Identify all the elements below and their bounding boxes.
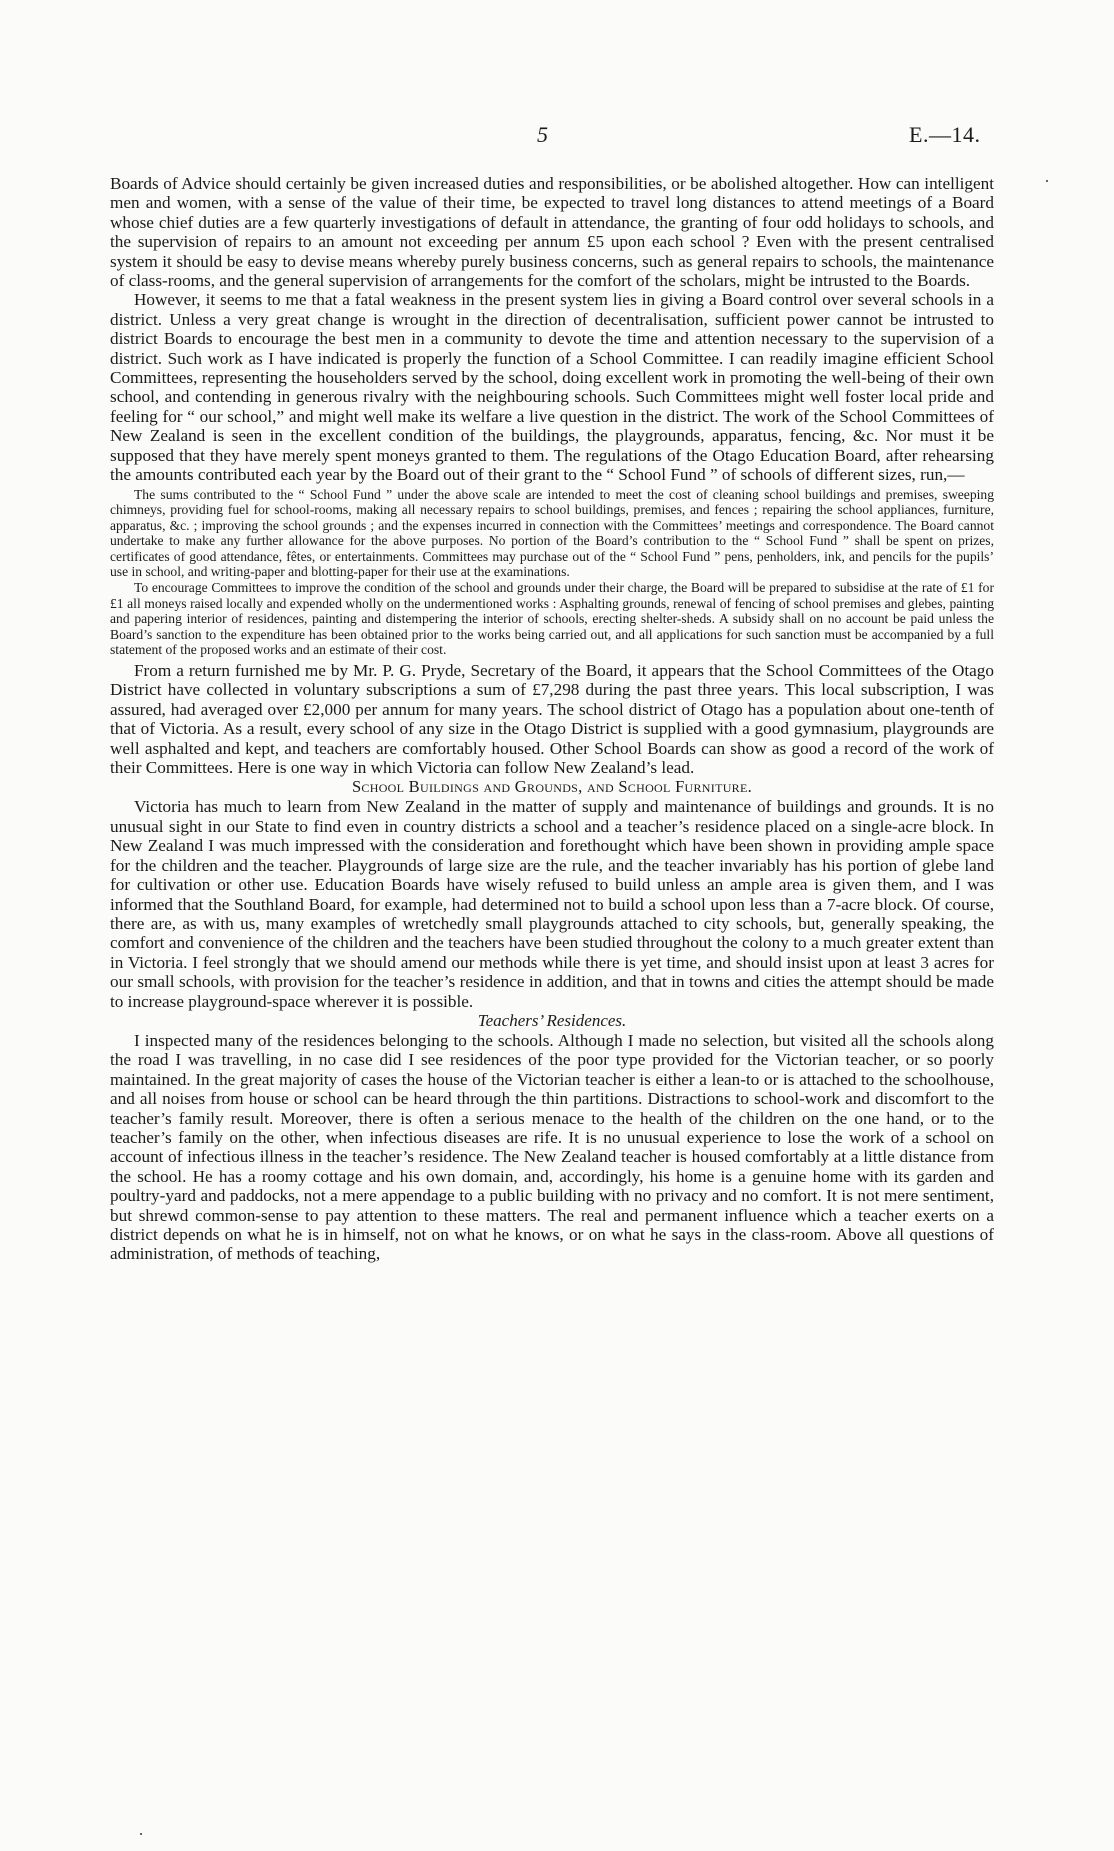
paragraph-teachers-residences: I inspected many of the residences belonging to the schools. Although I made no selection, but visited all the schools along the road I was travelling, in no case did I see residences of the poor type provided for the Victorian teacher, or so poorly maintained. In the great majority of cases the house of the Victorian teacher is either a lean-to or is attached to the schoolhouse, and all noises from house or school can be heard through the thin partitions. Distractions to school-work and discomfort to the teacher’s family result. Moreover, there is often a serious menace to the health of the children on the one hand, or to the teacher’s family on the other, when infectious diseases are rife. It is no unusual experience to lose the work of a school on account of infectious illness in the teacher’s residence. The New Zealand teacher is housed comfortably at a little distance from the school. He has a roomy cottage and his own domain, and, accordingly, his home is a genuine home with its garden and poultry-yard and paddocks, not a mere appendage to a public building with no privacy and no comfort. It is not mere sentiment, but shrewd common-sense to pay attention to these matters. The real and permanent influence which a teacher exerts on a district depends on what he is in himself, not on what he knows, or on what he says in the class-room. Above all questions of administration, of methods of teaching, [110, 1030, 994, 1264]
body-text [110, 174, 994, 1264]
document-reference: E.—14. [909, 122, 981, 147]
scan-speck [140, 1833, 142, 1835]
paragraph-fatal-weakness: However, it seems to me that a fatal weakness in the present system lies in giving a Board control over several schools in a district. Unless a very great change is wrought in the direction of decentralisation, sufficient power cannot be intrusted to district Boards to encourage the best men in a community to devote the time and attention necessary to the supervision of a district. Such work as I have indicated is properly the function of a School Committee. I can readily imagine efficient School Committees, representing the householders served by the school, doing excellent work in promoting the well-being of their own school, and contending in generous rivalry with the neighbouring schools. Such Committees might well foster local pride and feeling for “ our school,” and might well make its welfare a live question in the district. The work of the School Committees of New Zealand is seen in the excellent condition of the buildings, the playgrounds, apparatus, fencing, &c. Nor must it be supposed that they have merely spent moneys granted to them. The regulations of the Otago Education Board, after rehearsing the amounts contributed each year by the Board out of their grant to the “ School Fund ” of schools of different sizes, run,— [110, 290, 994, 485]
section-heading-buildings [110, 777, 994, 797]
paragraph-boards-of-advice: Boards of Advice should certainly be given increased duties and responsibilities, or be abolished altogether. How can intelligent men and women, with a sense of the value of their time, be expected to travel long distances to attend meetings of a Board whose chief duties are a few quarterly investigations of default in attendance, the granting of four odd holidays to schools, and the supervision of repairs to an amount not exceeding per annum £5 upon each school ? Even with the present centralised system it should be easy to devise means whereby purely business concerns, such as general repairs to schools, the maintenance of class-rooms, and the general supervision of arrangements for the comfort of the scholars, might be intrusted to the Boards. [110, 174, 994, 291]
section-heading-text: School Buildings and Grounds, and School Furniture. [351, 777, 753, 797]
quote-subsidy: To encourage Committees to improve the condition of the school and grounds under their charge, the Board will be prepared to subsidise at the rate of £1 for £1 all moneys raised locally and expended wholly on the undermentioned works : Asphalting grounds, renewal of fencing of school premises and glebes, painting and papering interior of residences, painting and distempering the interior of schools, erecting shelter-sheds. A subsidy shall on no account be paid unless the Board’s sanction to the expenditure has been obtained prior to the works being carried out, and all applications for such sanction must be accompanied by a full statement of the proposed works and an estimate of their cost. [110, 580, 994, 658]
sub-heading-residences: Teachers’ Residences. [477, 1010, 627, 1030]
scan-speck [1046, 180, 1048, 182]
page-header [0, 122, 1114, 152]
regulations-quote [110, 487, 994, 659]
paragraph-buildings-grounds: Victoria has much to learn from New Zealand in the matter of supply and maintenance of buildings and grounds. It is no unusual sight in our State to find even in country districts a school and a teacher’s residence placed on a single-acre block. In New Zealand I was much impressed with the consideration and forethought which have been shown in providing ample space for the children and the teacher. Playgrounds of large size are the rule, and the teacher invariably has his portion of glebe land for cultivation or other use. Education Boards have wisely refused to build unless an ample area is given them, and I was informed that the Southland Board, for example, had determined not to build a school upon less than a 7-acre block. Of course, there are, as with us, many examples of wretchedly small playgrounds attached to city schools, but, generally speaking, the comfort and convenience of the children and the teachers have been studied throughout the colony to a much greater extent than in Victoria. I feel strongly that we should amend our methods while there is yet time, and should insist upon at least 3 acres for our small schools, with provision for the teacher’s residence in addition, and that in towns and cities the attempt should be made to increase playground-space wherever it is possible. [110, 797, 994, 1011]
paragraph-otago-return: From a return furnished me by Mr. P. G. Pryde, Secretary of the Board, it appears that the School Committees of the Otago District have collected in voluntary subscriptions a sum of £7,298 during the past three years. This local subscription, I was assured, had averaged over £2,000 per annum for many years. The school district of Otago has a population about one-tenth of that of Victoria. As a result, every school of any size in the Otago District is supplied with a good gymnasium, playgrounds are well asphalted and kept, and teachers are comfortably housed. Other School Boards can show as good a record of the work of their Committees. Here is one way in which Victoria can follow New Zealand’s lead. [110, 661, 994, 778]
page-number: 5 [537, 122, 548, 147]
quote-school-fund: The sums contributed to the “ School Fund ” under the above scale are intended to meet the cost of cleaning school buildings and premises, sweeping chimneys, providing fuel for school-rooms, making all necessary repairs to school buildings, premises, and fences ; repairing the school appliances, furniture, apparatus, &c. ; improving the school grounds ; and the expenses incurred in connection with the Committees’ meetings and correspondence. The Board cannot undertake to make any further allowance for the above purposes. No portion of the Board’s contribution to the “ School Fund ” shall be spent on prizes, certificates of good attendance, fêtes, or entertainments. Committees may purchase out of the “ School Fund ” pens, penholders, ink, and pencils for the pupils’ use in school, and writing-paper and blotting-paper for their use at the examinations. [110, 486, 994, 580]
